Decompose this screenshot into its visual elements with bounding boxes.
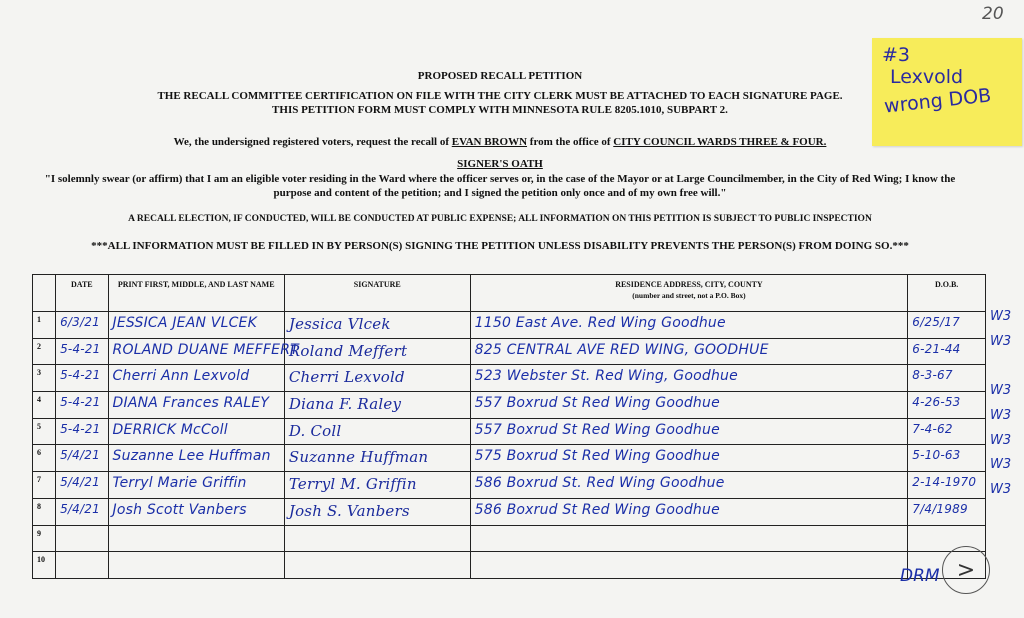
table-row — [33, 418, 986, 445]
row-dob: 2-14-1970 — [912, 475, 977, 490]
official-name: EVAN BROWN — [451, 136, 528, 148]
row-name-cell — [108, 338, 299, 365]
row-dob: 6/25/17 — [912, 315, 960, 329]
row-name-cell — [108, 552, 284, 579]
table-row — [33, 365, 986, 392]
row-date-cell — [56, 338, 108, 365]
row-name-cell — [108, 392, 284, 419]
row-date-cell — [56, 312, 108, 339]
header-address-sub: (number and street, not a P.O. Box) — [632, 291, 746, 300]
signature-table — [32, 274, 986, 579]
row-date: 5/4/21 — [60, 448, 100, 463]
ward-annotation: W3 — [990, 481, 1012, 497]
row-signature-cell — [284, 418, 470, 445]
row-dob-cell — [908, 392, 986, 419]
row-date-cell — [56, 472, 108, 499]
row-date-cell — [56, 498, 108, 525]
header-name: PRINT FIRST, MIDDLE, AND LAST NAME — [108, 275, 284, 312]
header-address — [470, 275, 908, 312]
row-signature-cell — [284, 552, 470, 579]
header-date: DATE — [56, 275, 108, 312]
row-name-cell — [108, 418, 284, 445]
oath-text: "I solemnly swear (or affirm) that I am an eligible voter residing in the Ward where the officer serves or, in the case of the Mayor or at Large Councilmember, in the City of Red Wing; I know the purpose and content of the petition; and I signed the petition only once and of my own free will." — [44, 173, 956, 199]
row-name: Cherri Ann Lexvold — [112, 368, 250, 385]
row-signature-cell — [284, 392, 470, 419]
row-dob: 5-10-63 — [912, 448, 961, 463]
table-row — [33, 312, 986, 339]
ward-annotation: W3 — [990, 309, 1012, 324]
row-date: 5-4-21 — [60, 341, 101, 356]
initials-mark: DRM — [900, 566, 940, 586]
oath-title: SIGNER'S OATH — [457, 158, 543, 170]
row-address-cell — [470, 312, 908, 339]
row-signature-cell — [284, 472, 470, 499]
row-number-cell: 10 — [33, 552, 56, 579]
table-row — [33, 445, 986, 472]
row-name: ROLAND DUANE MEFFERT — [112, 341, 299, 358]
certification-line: THE RECALL COMMITTEE CERTIFICATION ON FILE WITH THE CITY CLERK MUST BE ATTACHED TO EACH SIGNATURE PAGE. — [157, 90, 843, 102]
row-name-cell — [108, 498, 284, 525]
ward-annotation: W3 — [990, 383, 1012, 399]
row-date-cell — [56, 552, 108, 579]
row-number-cell: 4 — [33, 392, 56, 419]
office-name: CITY COUNCIL WARDS THREE & FOUR. — [613, 136, 827, 148]
row-number-cell: 3 — [33, 365, 56, 392]
sticky-note-line: #3 — [882, 44, 911, 66]
row-date: 5-4-21 — [60, 395, 101, 410]
row-dob: 4-26-53 — [912, 395, 961, 410]
row-date: 5/4/21 — [60, 475, 100, 490]
row-signature-cell — [284, 498, 470, 525]
row-address: 557 Boxrud St Red Wing Goodhue — [474, 395, 720, 412]
row-address: 523 Webster St. Red Wing, Goodhue — [474, 368, 738, 385]
table-row — [33, 392, 986, 419]
row-address: 586 Boxrud St. Red Wing Goodhue — [474, 475, 725, 492]
row-dob-cell — [908, 472, 986, 499]
row-address: 557 Boxrud St Red Wing Goodhue — [474, 421, 720, 438]
row-address-cell — [470, 445, 908, 472]
row-date: 6/3/21 — [60, 315, 100, 329]
header-signature: SIGNATURE — [284, 275, 470, 312]
row-date-cell — [56, 365, 108, 392]
row-number-cell: 9 — [33, 525, 56, 552]
table-row — [33, 338, 986, 365]
table-row — [33, 472, 986, 499]
ward-annotation: W3 — [990, 457, 1012, 473]
row-address-cell — [470, 338, 908, 365]
table-row — [33, 552, 986, 579]
row-signature-cell — [284, 445, 470, 472]
row-number-cell: 5 — [33, 418, 56, 445]
row-signature: Cherri Lexvold — [288, 368, 405, 387]
row-name-cell — [108, 312, 284, 339]
row-name-cell — [108, 472, 284, 499]
row-date: 5-4-21 — [60, 421, 101, 436]
row-date-cell — [56, 392, 108, 419]
row-number-cell: 2 — [33, 338, 56, 365]
ward-annotation: W3 — [990, 333, 1012, 349]
table-row — [33, 525, 986, 552]
row-name-cell — [108, 525, 284, 552]
row-address: 586 Boxrud St Red Wing Goodhue — [474, 501, 720, 518]
row-name-cell — [108, 445, 284, 472]
row-signature: Roland Meffert — [288, 341, 408, 360]
row-date: 5-4-21 — [60, 368, 101, 383]
row-address: 575 Boxrud St Red Wing Goodhue — [474, 448, 720, 465]
ward-annotation: W3 — [990, 432, 1012, 448]
row-address-cell — [470, 418, 908, 445]
row-number-cell: 1 — [33, 312, 56, 339]
row-signature: Jessica Vlcek — [288, 315, 391, 333]
rule-line: THIS PETITION FORM MUST COMPLY WITH MINNESOTA RULE 8205.1010, SUBPART 2. — [272, 104, 728, 116]
row-number-cell: 6 — [33, 445, 56, 472]
row-date: 5/4/21 — [60, 501, 100, 516]
row-name: DERRICK McColl — [112, 421, 228, 438]
row-number-cell: 8 — [33, 498, 56, 525]
row-dob: 7-4-62 — [912, 421, 953, 436]
row-address-cell — [470, 525, 908, 552]
row-dob-cell — [908, 498, 986, 525]
row-address-cell — [470, 498, 908, 525]
row-name: Suzanne Lee Huffman — [112, 448, 271, 465]
sticky-note-line: Lexvold — [890, 66, 964, 88]
row-dob: 6-21-44 — [912, 341, 961, 356]
row-signature: Josh S. Vanbers — [288, 501, 410, 520]
row-number-cell: 7 — [33, 472, 56, 499]
request-text: from the office of — [529, 136, 611, 148]
row-name: Josh Scott Vanbers — [112, 501, 247, 518]
fill-notice: ***ALL INFORMATION MUST BE FILLED IN BY PERSON(S) SIGNING THE PETITION UNLESS DISABILITY PREVENTS THE PERSON(S) FROM DOING SO.*** — [91, 240, 909, 252]
header-num — [33, 275, 56, 312]
row-address-cell — [470, 392, 908, 419]
row-dob: 8-3-67 — [912, 368, 953, 383]
row-signature-cell — [284, 365, 470, 392]
row-address: 825 CENTRAL AVE RED WING, GOODHUE — [474, 341, 769, 358]
next-page-mark: > — [942, 546, 990, 594]
row-date-cell — [56, 445, 108, 472]
row-signature-cell — [284, 312, 470, 339]
row-dob: 7/4/1989 — [912, 501, 968, 516]
row-signature: Suzanne Huffman — [288, 448, 429, 467]
row-address-cell — [470, 552, 908, 579]
row-dob-cell — [908, 338, 986, 365]
row-name: DIANA Frances RALEY — [112, 395, 270, 412]
row-dob-cell — [908, 365, 986, 392]
row-address: 1150 East Ave. Red Wing Goodhue — [474, 315, 726, 331]
row-signature: Terryl M. Griffin — [288, 475, 417, 494]
ward-annotation: W3 — [990, 407, 1012, 423]
row-date-cell — [56, 525, 108, 552]
row-name: JESSICA JEAN VLCEK — [112, 315, 257, 331]
row-dob-cell — [908, 445, 986, 472]
row-signature-cell — [284, 525, 470, 552]
table-row — [33, 498, 986, 525]
table-header-row — [33, 275, 986, 312]
row-signature-cell — [284, 338, 470, 365]
row-name: Terryl Marie Griffin — [112, 475, 247, 492]
page-number: 20 — [982, 4, 1004, 24]
public-notice: A RECALL ELECTION, IF CONDUCTED, WILL BE CONDUCTED AT PUBLIC EXPENSE; ALL INFORMATION ON THIS PETITION IS SUBJECT TO PUBLIC INSPECTION — [128, 214, 872, 224]
request-text: We, the undersigned registered voters, request the recall of — [173, 136, 449, 148]
row-signature: D. Coll — [288, 421, 342, 440]
row-address-cell — [470, 472, 908, 499]
row-dob-cell — [908, 418, 986, 445]
row-date-cell — [56, 418, 108, 445]
row-dob-cell — [908, 312, 986, 339]
petition-title: PROPOSED RECALL PETITION — [417, 70, 583, 82]
recall-request — [20, 136, 980, 148]
row-signature: Diana F. Raley — [288, 395, 402, 414]
header-dob: D.O.B. — [908, 275, 986, 312]
row-name-cell — [108, 365, 284, 392]
row-address-cell — [470, 365, 908, 392]
sticky-note-line: wrong DOB — [883, 84, 993, 118]
header-address-label: RESIDENCE ADDRESS, CITY, COUNTY — [615, 280, 763, 289]
